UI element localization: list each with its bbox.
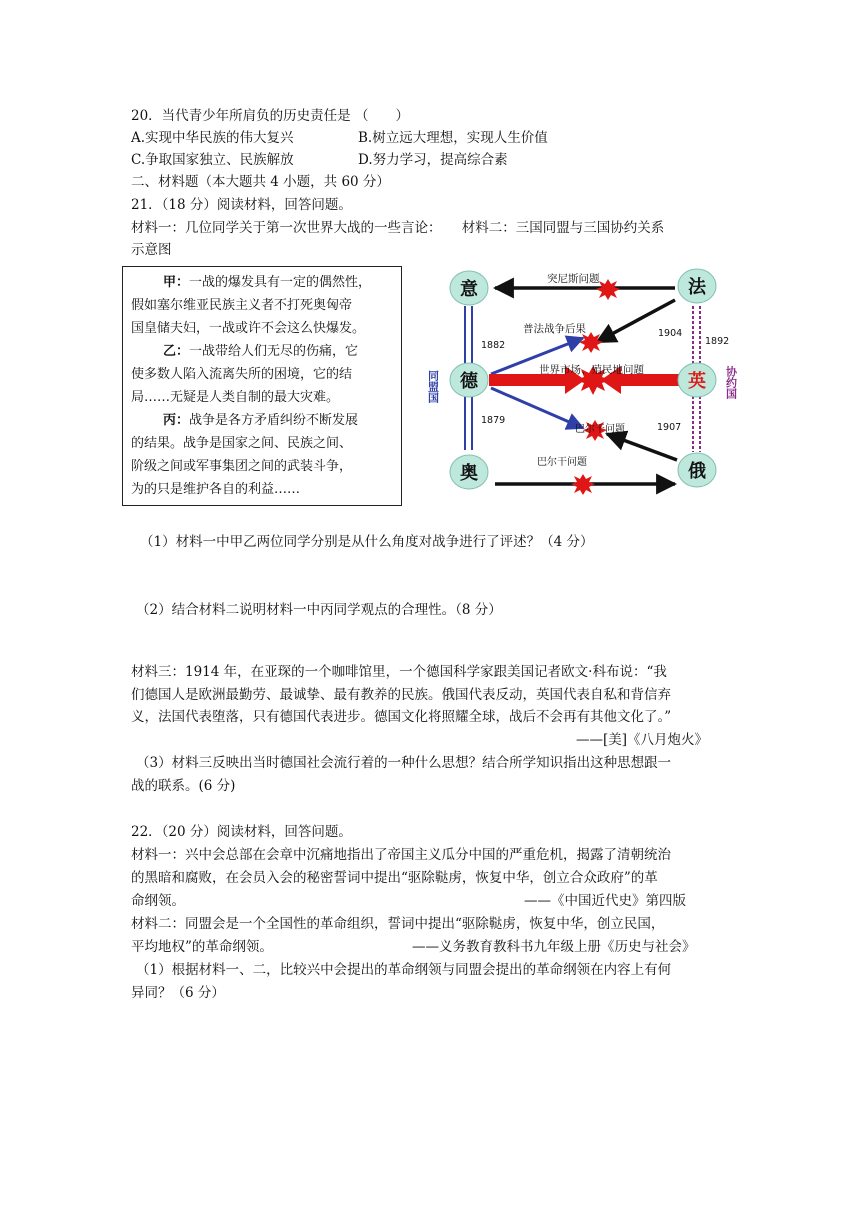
node-france: [678, 269, 716, 303]
q21-m3-line1: 材料三：1914 年，在亚琛的一个咖啡馆里，一个德国科学家跟美国记者欧文·科布说：“我: [131, 664, 667, 680]
q21-m3-line3: 义，法国代表堕落，只有德国代表进步。德国文化将照耀全球，战后不会再有其他文化了。”: [131, 709, 672, 725]
yi-line3: 局……无疑是人类自制的最大灾难。: [131, 390, 340, 405]
q21-stem: 21．（18 分）阅读材料，回答问题。: [131, 197, 352, 213]
q21-sub1: （1）材料一中甲乙两位同学分别是从什么角度对战争进行了评述？（4 分）: [140, 534, 594, 550]
q22-m2-line1: 材料二：同盟会是一个全国性的革命组织，誓词中提出“驱除鞑虏，恢复中华，创立民国，: [131, 916, 665, 932]
label-balkan-1: 巴尔干问题: [575, 424, 625, 435]
q22-m1-source: ——《中国近代史》第四版: [524, 893, 686, 909]
yi-line1: 乙：一战带给人们无尽的伤痛，它: [163, 344, 359, 359]
q22-sub1-line1: （1）根据材料一、二，比较兴中会提出的革命纲领与同盟会提出的革命纲领在内容上有何: [136, 962, 672, 978]
q21-material-intro: 材料一：几位同学关于第一次世界大战的一些言论： 材料二：三国同盟与三国协约关系: [131, 220, 665, 236]
q22-m1-line2: 的黑暗和腐败，在会员入会的秘密誓词中提出“驱除鞑虏，恢复中华，创立合众政府”的革: [131, 870, 658, 886]
label-tunisia: 突尼斯问题: [547, 273, 600, 285]
year-1882: 1882: [481, 340, 506, 351]
q22-m2-line2: 平均地权”的革命纲领。: [131, 939, 273, 955]
node-russia: [678, 453, 716, 487]
node-britain: [678, 363, 716, 397]
label-balkan-2: 巴尔干问题: [537, 457, 587, 468]
q22-m1-line3: 命纲领。: [131, 893, 185, 909]
label-market: 世界市场、殖民地问题: [539, 364, 644, 376]
conflict-burst-balkan-2: [571, 474, 595, 495]
q21-material-intro-cont: 示意图: [131, 242, 172, 258]
svg-text:法: 法: [688, 277, 706, 298]
alliance-diagram: [425, 262, 743, 504]
year-1907: 1907: [657, 422, 682, 433]
q21-m3-source: ——[美]《八月炮火》: [576, 732, 709, 748]
q22-m1-line1: 材料一：兴中会总部在会章中沉痛地指出了帝国主义瓜分中国的严重危机，揭露了清朝统治: [131, 847, 671, 863]
year-1892: 1892: [705, 336, 730, 347]
node-austria: [450, 455, 488, 489]
yi-line2: 使多数人陷入流离失所的困境，它的结: [131, 367, 353, 382]
q22-sub1-line2: 异同？（6 分）: [131, 985, 225, 1001]
jia-line3: 国皇储夫妇，一战或许不会这么快爆发。: [131, 321, 366, 336]
bing-line1: 丙：战争是各方矛盾纠纷不断发展: [163, 413, 359, 428]
node-italy: [450, 271, 488, 305]
material-one-box: [122, 266, 402, 506]
q20-stem: 20．当代青少年所肩负的历史责任是 （ ）: [131, 108, 409, 124]
label-central-powers: 同盟国: [426, 370, 440, 403]
jia-line2: 假如塞尔维亚民族主义者不打死奥匈帝: [131, 298, 353, 313]
q21-sub3-line2: 战的联系。(6 分): [131, 778, 236, 794]
q21-sub2: （2）结合材料二说明材料一中丙同学观点的合理性。（8 分）: [136, 602, 502, 618]
q22-m2-source: ——义务教育教科书九年级上册《历史与社会》: [412, 939, 696, 955]
year-1904: 1904: [658, 328, 683, 339]
svg-text:俄: 俄: [688, 461, 706, 482]
conflict-burst-franco-prussian: [579, 332, 603, 353]
svg-text:德: 德: [460, 371, 478, 392]
section-heading: 二、材料题（本大题共 4 小题，共 60 分）: [131, 174, 390, 190]
year-1879: 1879: [481, 415, 506, 426]
bing-line3: 阶级之间或军事集团之间的武装斗争，: [131, 459, 353, 474]
bing-line4: 为的只是维护各自的利益……: [131, 482, 301, 497]
jia-line1: 甲：一战的爆发具有一定的偶然性，: [163, 275, 372, 290]
q20-option-a: A.实现中华民族的伟大复兴: [131, 130, 294, 146]
conflict-burst-tunisia: [596, 279, 620, 300]
label-entente: 协约国: [724, 366, 738, 399]
svg-text:英: 英: [688, 371, 706, 392]
bing-line2: 的结果。战争是国家之间、民族之间、: [131, 436, 353, 451]
label-franco-prussian: 普法战争后果: [523, 323, 586, 335]
q20-option-b: B.树立远大理想，实现人生价值: [358, 130, 548, 146]
svg-text:意: 意: [460, 279, 478, 300]
q21-m3-line2: 们德国人是欧洲最勤劳、最诚挚、最有教养的民族。俄国代表反动，英国代表自私和背信弃: [131, 687, 671, 703]
q21-sub3-line1: （3）材料三反映出当时德国社会流行着的一种什么思想？结合所学知识指出这种思想跟一: [136, 755, 672, 771]
node-germany: [450, 363, 488, 397]
q22-stem: 22．（20 分）阅读材料，回答问题。: [131, 824, 352, 840]
svg-text:奥: 奥: [460, 463, 478, 484]
q20-option-d: D.努力学习，提高综合素: [358, 152, 508, 168]
q20-option-c: C.争取国家独立、民族解放: [131, 152, 294, 168]
